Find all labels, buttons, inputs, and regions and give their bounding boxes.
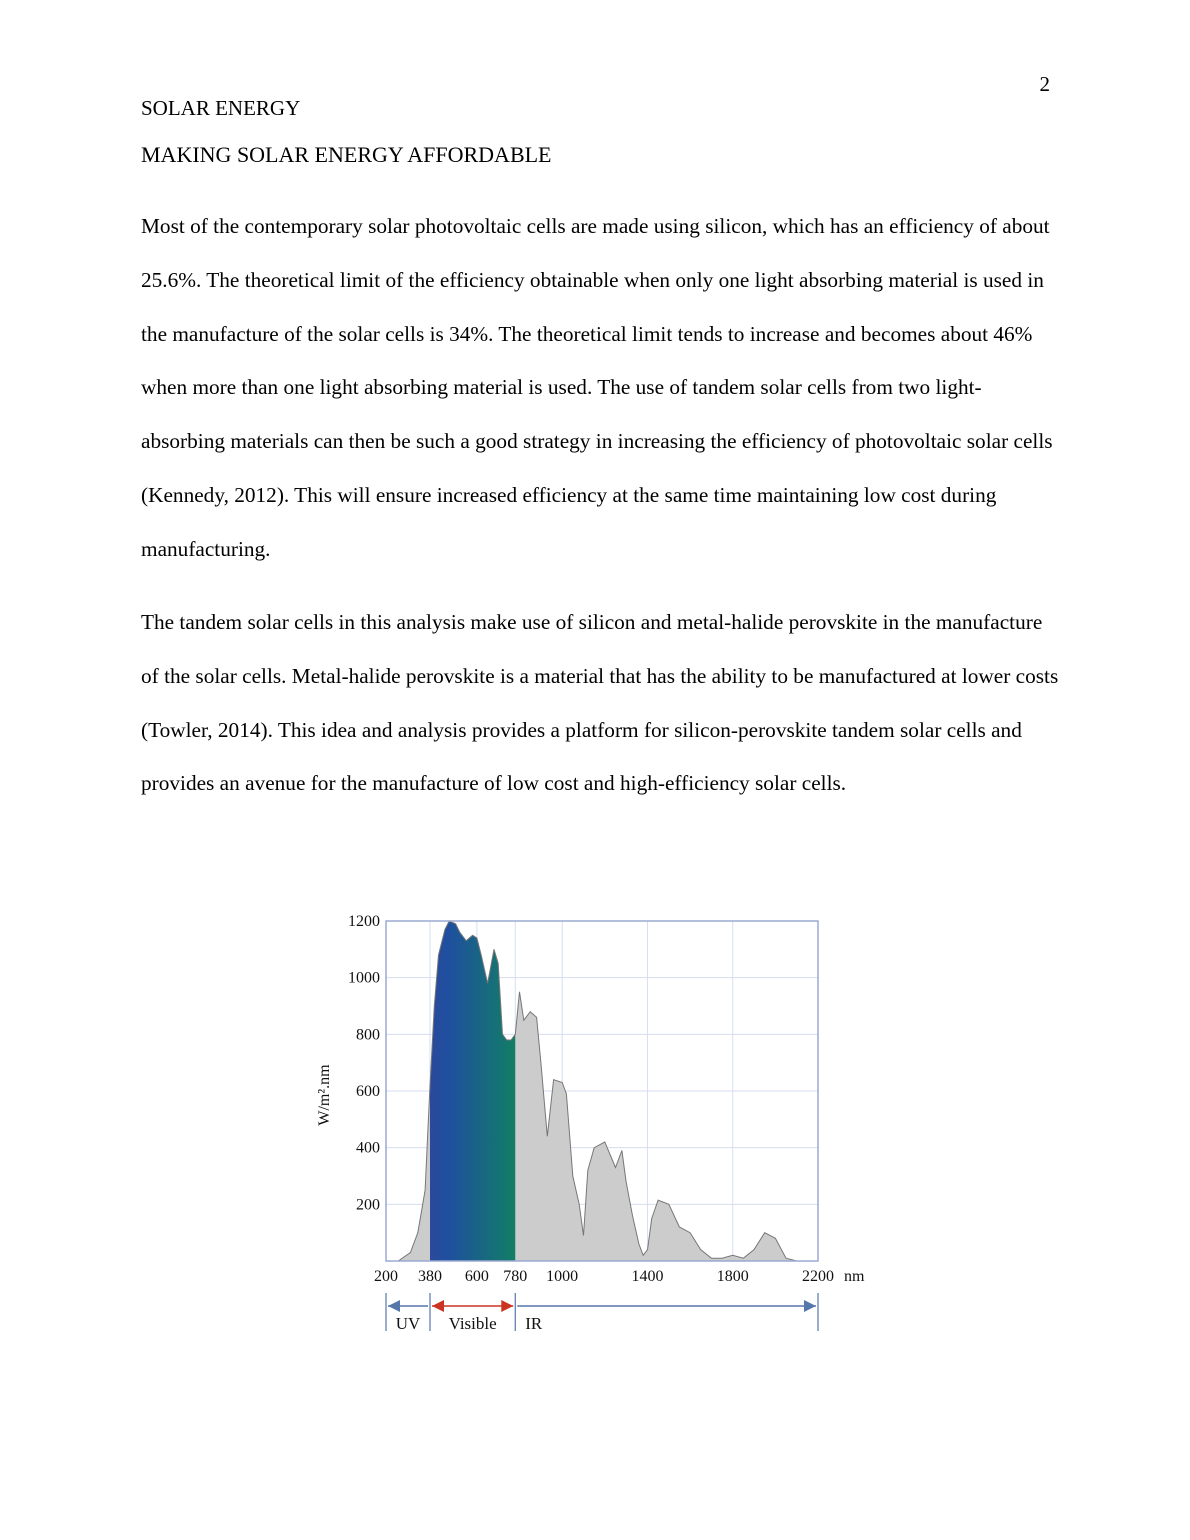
y-tick-label: 800: [356, 1026, 380, 1044]
x-tick-label: 380: [418, 1268, 442, 1285]
x-tick-label: 600: [464, 1268, 489, 1285]
y-tick-label: 200: [356, 1196, 380, 1214]
body-paragraph-1: Most of the contemporary solar photovoltaic cells are made using silicon, which has an efficiency of about 25.6%. The theoretical limit of the efficiency obtainable when only one light absorbing material is used in the manufacture of the solar cells is 34%. The theoretical limit tends to increase and becomes about 46% when more than one light absorbing material is used. The use of tandem solar cells from two light-absorbing materials can then be such a good strategy in increasing the efficiency of photovoltaic solar cells (Kennedy, 2012). This will ensure increased efficiency at the same time maintaining low cost during manufacturing.: [141, 214, 1053, 561]
x-tick-label: 780: [503, 1268, 528, 1285]
y-tick-label: 400: [356, 1139, 380, 1157]
spectrum-outline: [386, 921, 818, 1261]
x-tick-label: 1800: [716, 1268, 749, 1285]
spectrum-area-visible: [386, 921, 818, 1261]
page-number: 2: [1039, 72, 1050, 96]
x-tick-label: 2200: [802, 1268, 834, 1285]
band-label-visible: Visible: [448, 1314, 497, 1333]
x-tick-label: 1400: [631, 1268, 664, 1285]
x-tick-label: 1000: [546, 1268, 579, 1285]
x-tick-label: 200: [374, 1268, 398, 1285]
y-axis-label: W/m².nm: [316, 1064, 333, 1126]
band-label-ir: IR: [525, 1314, 543, 1333]
x-axis-label: nm: [844, 1268, 865, 1285]
y-tick-label: 1200: [348, 913, 380, 930]
y-tick-label: 1000: [348, 969, 380, 987]
spectrum-area-uv-ir: [386, 921, 818, 1261]
y-tick-label: 600: [356, 1083, 380, 1100]
body-paragraph-2: The tandem solar cells in this analysis make use of silicon and metal-halide perovskite in the manufacture of the solar cells. Metal-halide perovskite is a material that has the ability to be manufactured at lower costs (Towler, 2014). This idea and analysis provides a platform for silicon-perovskite tandem solar cells and provides an avenue for the manufacture of low cost and high-efficiency solar cells.: [141, 610, 1059, 796]
running-head: SOLAR ENERGY: [141, 96, 301, 120]
document-title: MAKING SOLAR ENERGY AFFORDABLE: [141, 142, 552, 167]
band-label-uv: UV: [395, 1314, 421, 1333]
plot-frame: [386, 921, 818, 1261]
